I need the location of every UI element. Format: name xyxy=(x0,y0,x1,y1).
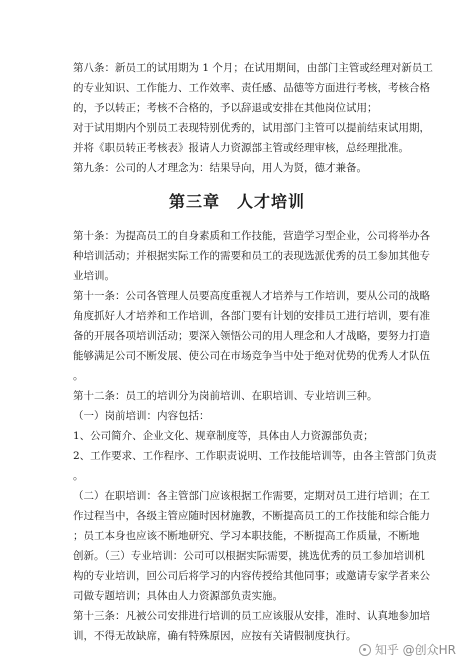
text-line: 。 xyxy=(73,470,84,482)
text-line: 创新。（三）专业培训：公司可以根据实际需要，挑选优秀的员工参加培训机 xyxy=(73,550,425,562)
text-line: 的，予以转正；考核不合格的，予以辞退或安排在其他岗位试用； xyxy=(73,102,378,114)
article-10 xyxy=(73,226,430,286)
text-line: 第十条：为提高员工的自身素质和工作技能，营造学习型企业，公司将举办各 xyxy=(73,230,430,242)
text-line: 第九条：公司的人才理念为：结果导向，用人为贤，德才兼备。 xyxy=(73,162,367,174)
text-line: ；员工本身也应该不断地研究、学习本职技能，不断提高工作质量，不断地 xyxy=(73,530,420,542)
text-line: 备的开展各项培训活动；要深入领悟公司的用人理念和人才战略，要努力打造 xyxy=(73,330,430,342)
article-13 xyxy=(73,606,430,646)
text-line: 种培训活动；并根据实际工作的需要和员工的表现选派优秀的员工参加其他专 xyxy=(73,250,430,262)
chapter-title: 第三章 人才培训 xyxy=(168,192,305,211)
text-line: 1、公司简介、企业文化、规章制度等，具体由人力资源部负责； xyxy=(73,430,374,442)
text-line: 的专业知识、工作能力、工作效率、责任感、品德等方面进行考核，考核合格 xyxy=(73,82,430,94)
text-line: 角度抓好人才培养和工作培训，各部门要有计划的安排员工进行培训，要有准 xyxy=(73,310,430,322)
text-line: （一）岗前培训：内容包括： xyxy=(73,410,210,422)
text-line: 业培训。 xyxy=(73,270,115,282)
text-line: 第八条：新员工的试用期为 1 个月；在试用期间，由部门主管或经理对新员工 xyxy=(73,62,433,74)
watermark xyxy=(359,641,456,658)
text-line: 。 xyxy=(73,370,84,382)
text-line: 能够满足公司不断发展、使公司在市场竞争当中处于绝对优势的优秀人才队伍 xyxy=(73,350,430,362)
article-12 xyxy=(73,386,437,606)
article-9 xyxy=(73,158,413,178)
text-line: 并将《职员转正考核表》报请人力资源部主管或经理审核，总经理批准。 xyxy=(73,142,409,154)
article-11 xyxy=(73,286,430,386)
zhihu-logo-icon xyxy=(359,644,371,656)
text-line: 第十三条：凡被公司安排进行培训的员工应该服从安排，准时、认真地参加培 xyxy=(73,610,430,622)
text-line: 司做专题培训；具体由人力资源部负责实施。 xyxy=(73,590,283,602)
article-8 xyxy=(73,58,433,158)
text-line: 构的专业培训，回公司后将学习的内容传授给其他同事；或邀请专家学者来公 xyxy=(73,570,430,582)
text-line: （二）在职培训：各主管部门应该根据工作需要，定期对员工进行培训；在工 xyxy=(73,490,430,502)
text-line: 2、工作要求、工作程序、工作职责说明、工作技能培训等，由各主管部门负责 xyxy=(73,450,437,462)
watermark-text: 知乎 @创众HR xyxy=(374,643,456,657)
text-line: 第十一条：公司各管理人员要高度重视人才培养与工作培训，要从公司的战略 xyxy=(73,290,430,302)
text-line: 作过程当中，各级主管应随时因材施教，不断提高员工的工作技能和综合能力 xyxy=(73,510,430,522)
text-line: 训，不得无故缺席，确有特殊原因，应按有关请假制度执行。 xyxy=(73,630,357,642)
text-line: 第十二条：员工的培训分为岗前培训、在职培训、专业培训三种。 xyxy=(73,390,378,402)
text-line: 对于试用期内个别员工表现特别优秀的，试用部门主管可以提前结束试用期， xyxy=(73,122,430,134)
